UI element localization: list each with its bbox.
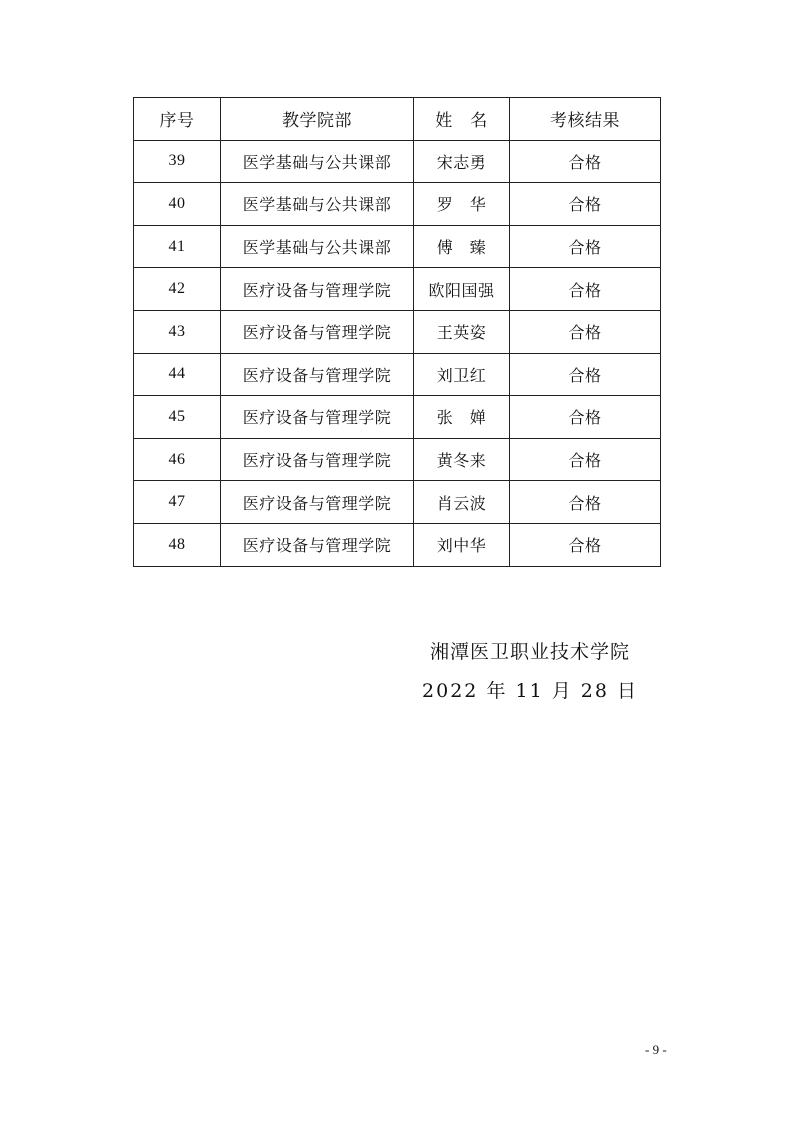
cell-result: 合格 <box>510 438 661 481</box>
cell-seq: 41 <box>134 225 221 268</box>
cell-result: 合格 <box>510 183 661 226</box>
cell-name: 罗 华 <box>414 183 510 226</box>
header-dept: 教学院部 <box>221 98 414 141</box>
cell-result: 合格 <box>510 310 661 353</box>
cell-seq: 40 <box>134 183 221 226</box>
cell-name: 肖云波 <box>414 481 510 524</box>
table-row <box>134 353 661 396</box>
table-row <box>134 268 661 311</box>
table-row <box>134 225 661 268</box>
cell-dept: 医疗设备与管理学院 <box>221 353 414 396</box>
cell-seq: 46 <box>134 438 221 481</box>
cell-result: 合格 <box>510 481 661 524</box>
table-row <box>134 310 661 353</box>
cell-dept: 医疗设备与管理学院 <box>221 310 414 353</box>
table-header-row <box>134 98 661 141</box>
table-row <box>134 183 661 226</box>
cell-result: 合格 <box>510 225 661 268</box>
cell-name: 宋志勇 <box>414 140 510 183</box>
cell-name: 欧阳国强 <box>414 268 510 311</box>
cell-dept: 医学基础与公共课部 <box>221 140 414 183</box>
cell-seq: 42 <box>134 268 221 311</box>
table-body <box>134 140 661 566</box>
cell-name: 刘中华 <box>414 523 510 566</box>
cell-result: 合格 <box>510 140 661 183</box>
cell-dept: 医学基础与公共课部 <box>221 183 414 226</box>
cell-result: 合格 <box>510 396 661 439</box>
cell-dept: 医疗设备与管理学院 <box>221 523 414 566</box>
table-row <box>134 396 661 439</box>
cell-seq: 43 <box>134 310 221 353</box>
table-row <box>134 523 661 566</box>
cell-seq: 47 <box>134 481 221 524</box>
signature-date: 2022 年 11 月 28 日 <box>422 680 638 702</box>
header-result: 考核结果 <box>510 98 661 141</box>
cell-name: 张 婵 <box>414 396 510 439</box>
cell-result: 合格 <box>510 268 661 311</box>
cell-dept: 医疗设备与管理学院 <box>221 396 414 439</box>
cell-seq: 44 <box>134 353 221 396</box>
table-row <box>134 438 661 481</box>
cell-name: 刘卫红 <box>414 353 510 396</box>
header-seq: 序号 <box>134 98 221 141</box>
cell-name: 傅 臻 <box>414 225 510 268</box>
header-name: 姓 名 <box>414 98 510 141</box>
table-row <box>134 140 661 183</box>
cell-seq: 45 <box>134 396 221 439</box>
cell-seq: 39 <box>134 140 221 183</box>
cell-dept: 医疗设备与管理学院 <box>221 438 414 481</box>
signature-organization: 湘潭医卫职业技术学院 <box>429 641 630 663</box>
page-number: - 9 - <box>645 1042 667 1057</box>
cell-name: 黄冬来 <box>414 438 510 481</box>
cell-dept: 医疗设备与管理学院 <box>221 481 414 524</box>
cell-name: 王英姿 <box>414 310 510 353</box>
results-table <box>133 97 661 567</box>
cell-seq: 48 <box>134 523 221 566</box>
cell-dept: 医疗设备与管理学院 <box>221 268 414 311</box>
cell-result: 合格 <box>510 353 661 396</box>
cell-dept: 医学基础与公共课部 <box>221 225 414 268</box>
cell-result: 合格 <box>510 523 661 566</box>
table-row <box>134 481 661 524</box>
